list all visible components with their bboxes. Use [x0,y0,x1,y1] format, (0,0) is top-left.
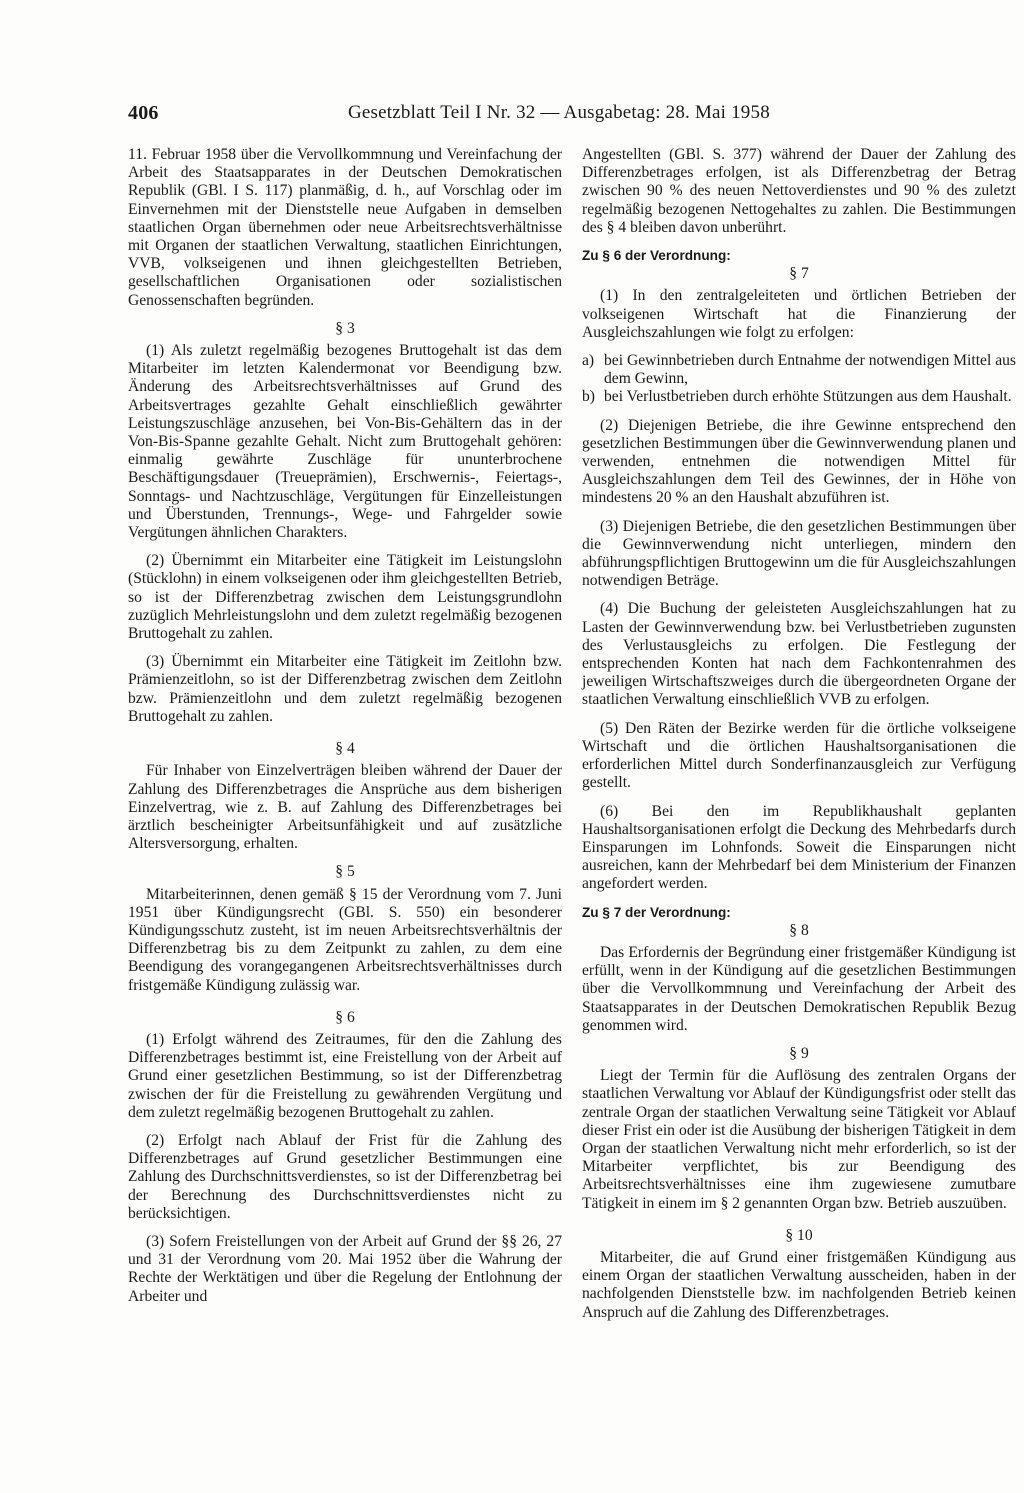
list-marker: a) [582,352,595,370]
paragraph: Liegt der Termin für die Auflösung des zentralen Organs der staatlichen Verwaltung vor Ablauf der Kündigungsfrist oder stellt das zentrale Organ der staatlichen Verwaltung seine Tätigkeit vor Ablauf dieser Frist ein oder ist die Ausübung der bisherigen Tätigkeit in dem Organ der staatlichen Verwaltung nicht mehr erforderlich, so ist der Mitarbeiter verpflichtet, bis zur Beendigung des Arbeitsrechtsverhältnisses eine ihm zugewiesene zumutbare Tätigkeit in einem im § 2 genannten Organ bzw. Betrieb auszuüben. [582,1067,1016,1212]
list-item [582,352,1016,388]
paragraph: (2) Übernimmt ein Mitarbeiter eine Tätigkeit im Leistungslohn (Stücklohn) in einem volkseigenen oder ihm gleichgestellten Betrieb, so ist der Differenzbetrag zwischen dem Leistungsgrundlohn zuzüglich Mehrleistungslohn und dem zuletzt regelmäßig bezogenen Bruttogehalt zu zahlen. [128,552,562,643]
paragraph: (6) Bei den im Republikhaushalt geplanten Haushaltsorganisationen erfolgt die Deckung des Mehrbedarfs durch Einsparungen im Lohnfonds. Soweit die Einsparungen nicht ausreichen, kann der Mehrbedarf bei dem Ministerium der Finanzen angefordert werden. [582,802,1016,893]
list-item-text: bei Gewinnbetrieben durch Entnahme der notwendigen Mittel aus dem Gewinn, [604,352,1016,388]
paragraph: (1) Erfolgt während des Zeitraumes, für den die Zahlung des Differenzbetrages bestimmt ist, eine Freistellung von der Arbeit auf Grund einer gesetzlichen Bestimmung, so ist der Differenzbetrag zwischen der für die Freistellung zu gewährenden Vergütung und dem zuletzt regelmäßig bezogenen Bruttogehalt zu zahlen. [128,1030,562,1121]
paragraph: (3) Übernimmt ein Mitarbeiter eine Tätigkeit im Zeitlohn bzw. Prämienzeitlohn, so ist der Differenzbetrag zwischen dem Zeitlohn bzw. Prämienzeitlohn und dem zuletzt regelmäßig bezogenen Bruttogehalt zu zahlen. [128,653,562,725]
section-heading-10: § 10 [785,1226,813,1244]
section-heading-9: § 9 [789,1044,809,1062]
paragraph: (4) Die Buchung der geleisteten Ausgleichszahlungen hat zu Lasten der Gewinnverwendung bzw. bei Verlustbetrieben zugunsten des Verlustausgleichs zu erfolgen. Die Festlegung der entsprechenden Konten hat nach dem Fachkontenrahmen des jeweiligen Wirtschaftszweiges durch die übergeordneten Organe der staatlichen Verwaltung einschließlich VVB zu erfolgen. [582,600,1016,709]
list-marker: b) [582,388,595,406]
paragraph: (3) Sofern Freistellungen von der Arbeit auf Grund der §§ 26, 27 und 31 der Verordnung vom 20. Mai 1952 über die Wahrung der Rechte der Werktätigen und über die Regelung der Entlohnung der Arbeiter und [128,1232,562,1305]
subheading-zu-7: Zu § 7 der Verordnung: [582,904,731,920]
left-column [128,146,562,1316]
paragraph: Mitarbeiterinnen, denen gemäß § 15 der Verordnung vom 7. Juni 1951 über Kündigungsrecht (GBl. S. 550) ein besonderer Kündigungsschutz zusteht, ist im neuen Arbeitsrechtsverhältnis der Differenzbetrag bis zu dem Zeitpunkt zu zahlen, zu dem eine Beendigung des vorangegangenen Arbeitsrechtsverhältnisses durch fristgemäße Kündigung zulässig war. [128,885,562,994]
header-title: Gesetzblatt Teil I Nr. 32 — Ausgabetag: 28. Mai 1958 [348,102,770,123]
paragraph: Angestellten (GBl. S. 377) während der Dauer der Zahlung des Differenzbetrages erfolgen, ist als Differenzbetrag der Betrag zwischen 90 % des neuen Nettoverdienstes und 90 % des zuletzt regelmäßig bezogenen Nettogehaltes zu zahlen. Die Bestimmungen des § 4 bleiben davon unberührt. [582,146,1016,236]
section-heading-5: § 5 [335,863,355,881]
page-number: 406 [128,102,159,124]
paragraph: (3) Diejenigen Betriebe, die den gesetzlichen Bestimmungen über die Gewinnverwendung nicht unterliegen, mindern den abführungspflichtigen Bruttogewinn um die für Ausgleichszahlungen notwendigen Beträge. [582,517,1016,590]
page-header [128,100,1008,130]
section-heading-4: § 4 [335,740,355,758]
paragraph: (1) In den zentralgeleiteten und örtlichen Betrieben der volkseigenen Wirtschaft hat die Finanzierung der Ausgleichszahlungen wie folgt zu erfolgen: [582,287,1016,341]
subheading-zu-6: Zu § 6 der Verordnung: [582,248,731,264]
paragraph: 11. Februar 1958 über die Vervollkommnung und Vereinfachung der Arbeit des Staatsapparates in der Deutschen Demokratischen Republik (GBl. I S. 117) planmäßig, d. h., auf Vorschlag oder im Einvernehmen mit der Dienststelle neue Aufgaben in demselben staatlichen Organ übernehmen oder neue Arbeitsrechtsverhältnisse mit Organen der staatlichen Verwaltung, staatlichen Einrichtungen, VVB, volkseigenen und ihnen gleichgestellten Betrieben, gesellschaftlichen Organisationen oder sozialistischen Genossenschaften begründen. [128,146,562,309]
section-heading-3: § 3 [335,319,355,337]
paragraph: Mitarbeiter, die auf Grund einer fristgemäßen Kündigung aus einem Organ der staatlichen Verwaltung ausscheiden, haben in der nachfolgenden Dienststelle bzw. im nachfolgenden Betrieb keinen Anspruch auf die Zahlung des Differenzbetrages. [582,1248,1016,1321]
section-heading-7: § 7 [789,265,809,283]
paragraph: (5) Den Räten der Bezirke werden für die örtliche volkseigene Wirtschaft und die örtlichen Haushaltsorganisationen die erforderlichen Mittel durch Sonderfinanzausgleich zur Verfügung gestellt. [582,719,1016,792]
paragraph: Für Inhaber von Einzelverträgen bleiben während der Dauer der Zahlung des Differenzbetrages die Ansprüche aus dem bisherigen Einzelvertrag, wie z. B. auf Zahlung des Differenzbetrages bei ärztlich bescheinigter Arbeitsunfähigkeit und auf zusätzliche Altersversorgung, erhalten. [128,762,562,853]
section-heading-8: § 8 [789,921,809,939]
list-item [582,388,1016,406]
section-heading-6: § 6 [335,1008,355,1026]
enumeration-list [582,352,1016,407]
right-column [582,146,1016,1332]
list-item-text: bei Verlustbetrieben durch erhöhte Stützungen aus dem Haushalt. [604,388,1012,406]
paragraph: (1) Als zuletzt regelmäßig bezogenes Bruttogehalt ist das dem Mitarbeiter im letzten Kalendermonat vor Beendigung bzw. Änderung des Arbeitsrechtsverhältnisses auf Grund des Arbeitsvertrages gezahlte Gehalt einschließlich gewährter Leistungszuschläge anzusehen, bei Von-Bis-Gehältern das in der Von-Bis-Spanne gezahlte Gehalt. Nicht zum Bruttogehalt gehören: einmalig gewährte Zuschläge für ununterbrochene Beschäftigungsdauer (Treueprämien), Erschwernis-, Feiertags-, Sonntags- und Nachtzuschläge, Vergütungen für Einzelleistungen und Überstunden, Trennungs-, Wege- und Fahrgelder sowie Vergütungen ähnlichen Charakters. [128,342,562,542]
paragraph: (2) Diejenigen Betriebe, die ihre Gewinne entsprechend den gesetzlichen Bestimmungen über die Gewinnverwendung planen und verwenden, entnehmen die notwendigen Mittel für Ausgleichszahlungen dem Teil des Gewinnes, der in Höhe von mindestens 20 % an den Haushalt abzuführen ist. [582,416,1016,507]
paragraph: (2) Erfolgt nach Ablauf der Frist für die Zahlung des Differenzbetrages auf Grund gesetzlicher Bestimmungen eine Zahlung des Durchschnittsverdienstes, so ist der Differenzbetrag bei der Berechnung des Durchschnittsverdienstes nicht zu berücksichtigen. [128,1131,562,1222]
paragraph: Das Erfordernis der Begründung einer fristgemäßer Kündigung ist erfüllt, wenn in der Kündigung auf die gesetzlichen Bestimmungen über die Vervollkommnung und Vereinfachung der Arbeit des Staatsapparates in der Deutschen Demokratischen Republik Bezug genommen wird. [582,943,1016,1034]
